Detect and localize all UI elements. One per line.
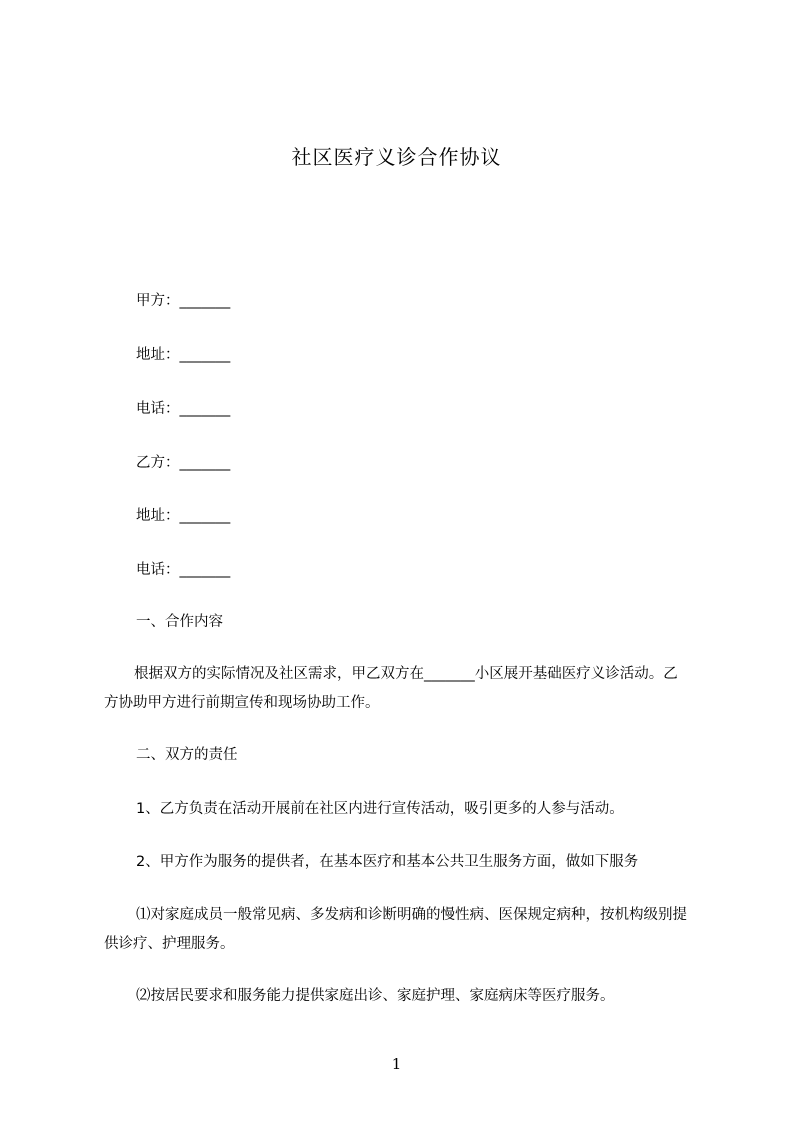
- section1-body: 根据双方的实际情况及社区需求，甲乙双方在_______小区展开基础医疗义诊活动。乙方协助甲方进行前期宣传和现场协助工作。: [104, 666, 678, 711]
- section2-subitem1: ⑴对家庭成员一般常见病、多发病和诊断明确的慢性病、医保规定病种，按机构级别提供诊疗、护理服务。: [104, 907, 687, 952]
- party-a-phone-line: 电话：_______: [136, 401, 231, 417]
- page-number: 1: [391, 1055, 402, 1073]
- section2-item1: 1、乙方负责在活动开展前在社区内进行宣传活动，吸引更多的人参与活动。: [136, 801, 624, 817]
- section2-subitem2: ⑵按居民要求和服务能力提供家庭出诊、家庭护理、家庭病床等医疗服务。: [136, 988, 615, 1004]
- party-b-name-line: 乙方：_______: [136, 455, 231, 471]
- party-b-phone-line: 电话：_______: [136, 562, 231, 578]
- party-a-name-line: 甲方：_______: [136, 293, 231, 309]
- section2-heading: 二、双方的责任: [136, 747, 238, 763]
- section2-item2: 2、甲方作为服务的提供者，在基本医疗和基本公共卫生服务方面，做如下服务: [136, 854, 639, 870]
- party-a-address-line: 地址：_______: [136, 347, 231, 363]
- section1-heading: 一、合作内容: [136, 614, 223, 630]
- party-b-address-line: 地址：_______: [136, 508, 231, 524]
- document-title: 社区医疗义诊合作协议: [291, 145, 502, 169]
